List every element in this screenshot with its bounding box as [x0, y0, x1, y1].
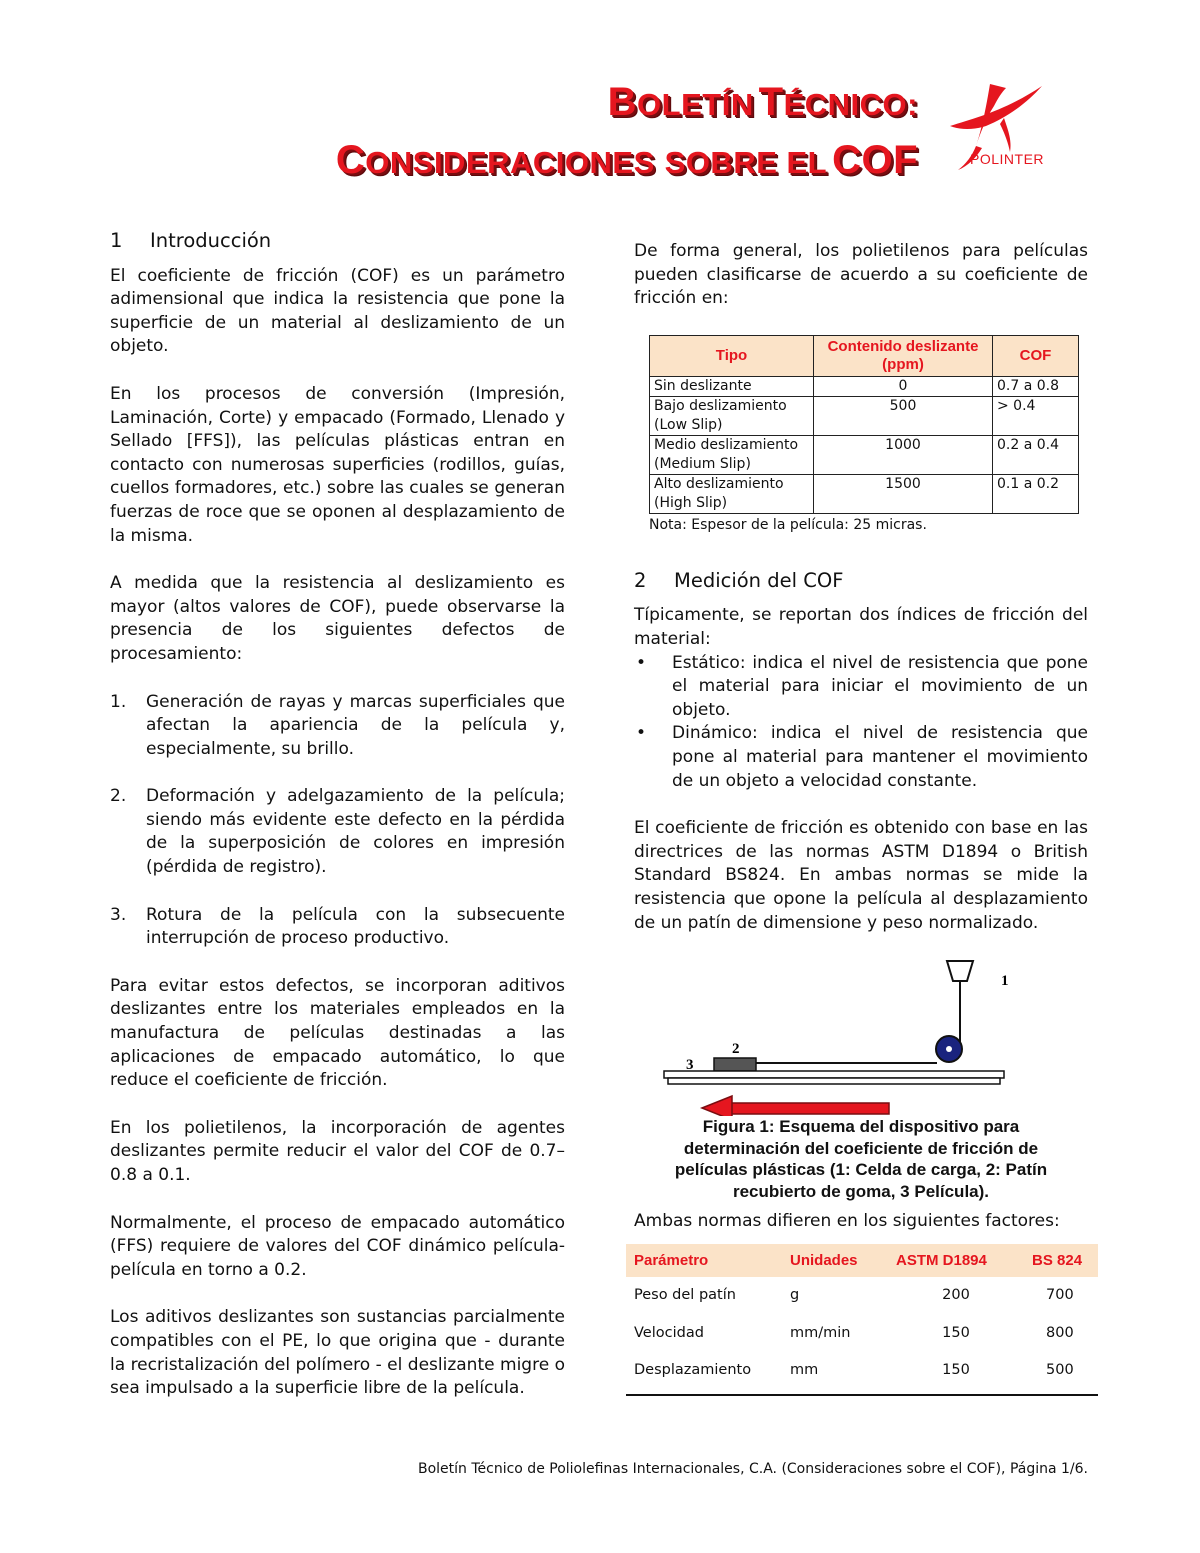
left-column: [110, 229, 565, 1425]
bulletin-title-line1: BOLETÍN TÉCNICO:: [607, 80, 918, 124]
list-item: 1. Generación de rayas y marcas superficiales que afectan la apariencia de la película y, especialmente, su brillo.: [110, 691, 565, 759]
intro-paragraph-6: Normalmente, el proceso de empacado automático (FFS) requiere de valores del COF dinámico película-película en torno a 0.2.: [110, 1212, 565, 1280]
table-note: Nota: Espesor de la película: 25 micras.: [649, 516, 927, 533]
table-header: Unidades: [782, 1244, 888, 1278]
table-row: Velocidad mm/min 150 800: [634, 1324, 1074, 1341]
table-row: Bajo deslizamiento (Low Slip) 500 > 0.4: [650, 396, 1079, 435]
list-item: 3. Rotura de la película con la subsecuente interrupción de proceso productivo.: [110, 904, 565, 949]
factors-paragraph: Ambas normas difieren en los siguientes factores:: [634, 1211, 1060, 1232]
page-footer: Boletín Técnico de Poliolefinas Internacionales, C.A. (Consideraciones sobre el COF), Página 1/6.: [417, 1461, 1088, 1477]
parameters-table: [626, 1244, 1098, 1396]
section-2-heading: 2 Medición del COF: [634, 568, 844, 592]
table-row: Desplazamiento mm 150 500: [626, 1352, 1098, 1395]
film-plate-icon: [664, 1071, 1004, 1078]
intro-paragraph-3: A medida que la resistencia al deslizamiento es mayor (altos valores de COF), puede observarse la presencia de los siguientes defectos de procesamiento:: [110, 573, 565, 664]
intro-paragraph-5: En los polietilenos, la incorporación de agentes deslizantes permite reducir el valor del COF de 0.7–0.8 a 0.1.: [110, 1117, 565, 1185]
table-header: Contenido deslizante (ppm): [814, 335, 993, 376]
table-header: ASTM D1894: [888, 1244, 1024, 1278]
table-header: Parámetro: [626, 1244, 782, 1278]
logo-text: POLINTER: [970, 151, 1045, 167]
table-row: Sin deslizante 0 0.7 a 0.8: [650, 376, 1079, 396]
table-row: Medio deslizamiento (Medium Slip) 1000 0.2 a 0.4: [650, 435, 1079, 474]
measurement-paragraph-1: Típicamente, se reportan dos índices de fricción del material:: [634, 605, 1088, 649]
defects-list: [110, 691, 565, 951]
bullet-icon: •: [636, 652, 647, 673]
bullet-icon: •: [636, 723, 647, 744]
figure-label-1: 1: [1001, 973, 1009, 990]
measurement-paragraph-2: El coeficiente de fricción es obtenido con base en las directrices de las normas ASTM D1894 o British Standard BS824. En ambas normas se mide la resistencia que opone la película al desplazamiento de un patín de dimensione y peso normalizado.: [634, 818, 1088, 933]
figure-caption: Figura 1: Esquema del dispositivo para determinación del coeficiente de fricción de películas plásticas (1: Celda de carga, 2: Patín recubierto de goma, 3 Película).: [674, 1117, 1048, 1201]
table-row: Alto deslizamiento (High Slip) 1500 0.1 a 0.2: [650, 474, 1079, 513]
list-item: • Estático: indica el nivel de resistencia que pone el material para iniciar el movimiento de un objeto.: [634, 652, 1088, 723]
intro-paragraph-2: En los procesos de conversión (Impresión, Laminación, Corte) y empacado (Formado, Llenado y Sellado [FFS]), las películas plásticas entran en contacto con numerosas superficies (rodillos, guías, cuellos formadores, etc.) sobre las cuales se generan fuerzas de roce que se oponen al desplazamiento de la misma.: [110, 383, 565, 546]
figure-label-3: 3: [686, 1057, 694, 1074]
section-1-heading: 1 Introducción: [110, 229, 272, 252]
figure-label-2: 2: [732, 1041, 740, 1058]
table-header: Tipo: [650, 335, 814, 376]
figure-1-diagram: [634, 941, 1088, 1116]
list-item: • Dinámico: indica el nivel de resistencia que pone al material para mantener el movimiento de un objeto a velocidad constante.: [634, 722, 1088, 793]
list-item: 2. Deformación y adelgazamiento de la película; siendo más evidente este defecto en la pérdida de la superposición de colores en impresión (pérdida de registro).: [110, 786, 565, 878]
table-row: Peso del patín g 200 700: [634, 1287, 1074, 1304]
direction-arrow-icon: [729, 1103, 889, 1114]
cof-classification-table: [649, 335, 1079, 514]
classification-paragraph: De forma general, los polietilenos para películas pueden clasificarse de acuerdo a su coeficiente de fricción en:: [634, 241, 1088, 309]
table-header: COF: [993, 335, 1079, 376]
cof-device-schematic: [634, 941, 1088, 1116]
right-column: [634, 240, 1088, 1396]
sled-icon: [714, 1058, 756, 1071]
load-cell-icon: [947, 961, 973, 981]
intro-paragraph-4: Para evitar estos defectos, se incorporan aditivos deslizantes entre los materiales empleados en la manufactura de películas destinadas a las aplicaciones de empacado automático, lo que reduce el coeficiente de fricción.: [110, 975, 565, 1091]
bulletin-title-line2: CONSIDERACIONES SOBRE EL COF: [335, 138, 918, 182]
intro-paragraph-1: El coeficiente de fricción (COF) es un parámetro adimensional que indica la resistencia que pone la superficie de un material al deslizamiento de un objeto.: [110, 265, 565, 357]
friction-index-list: [634, 652, 1088, 794]
intro-paragraph-7: Los aditivos deslizantes son sustancias parcialmente compatibles con el PE, lo que origina que - durante la recristalización del polímero - el deslizante migre o sea impulsado a la superficie libre de la película.: [110, 1307, 565, 1399]
table-header: BS 824: [1024, 1244, 1098, 1278]
